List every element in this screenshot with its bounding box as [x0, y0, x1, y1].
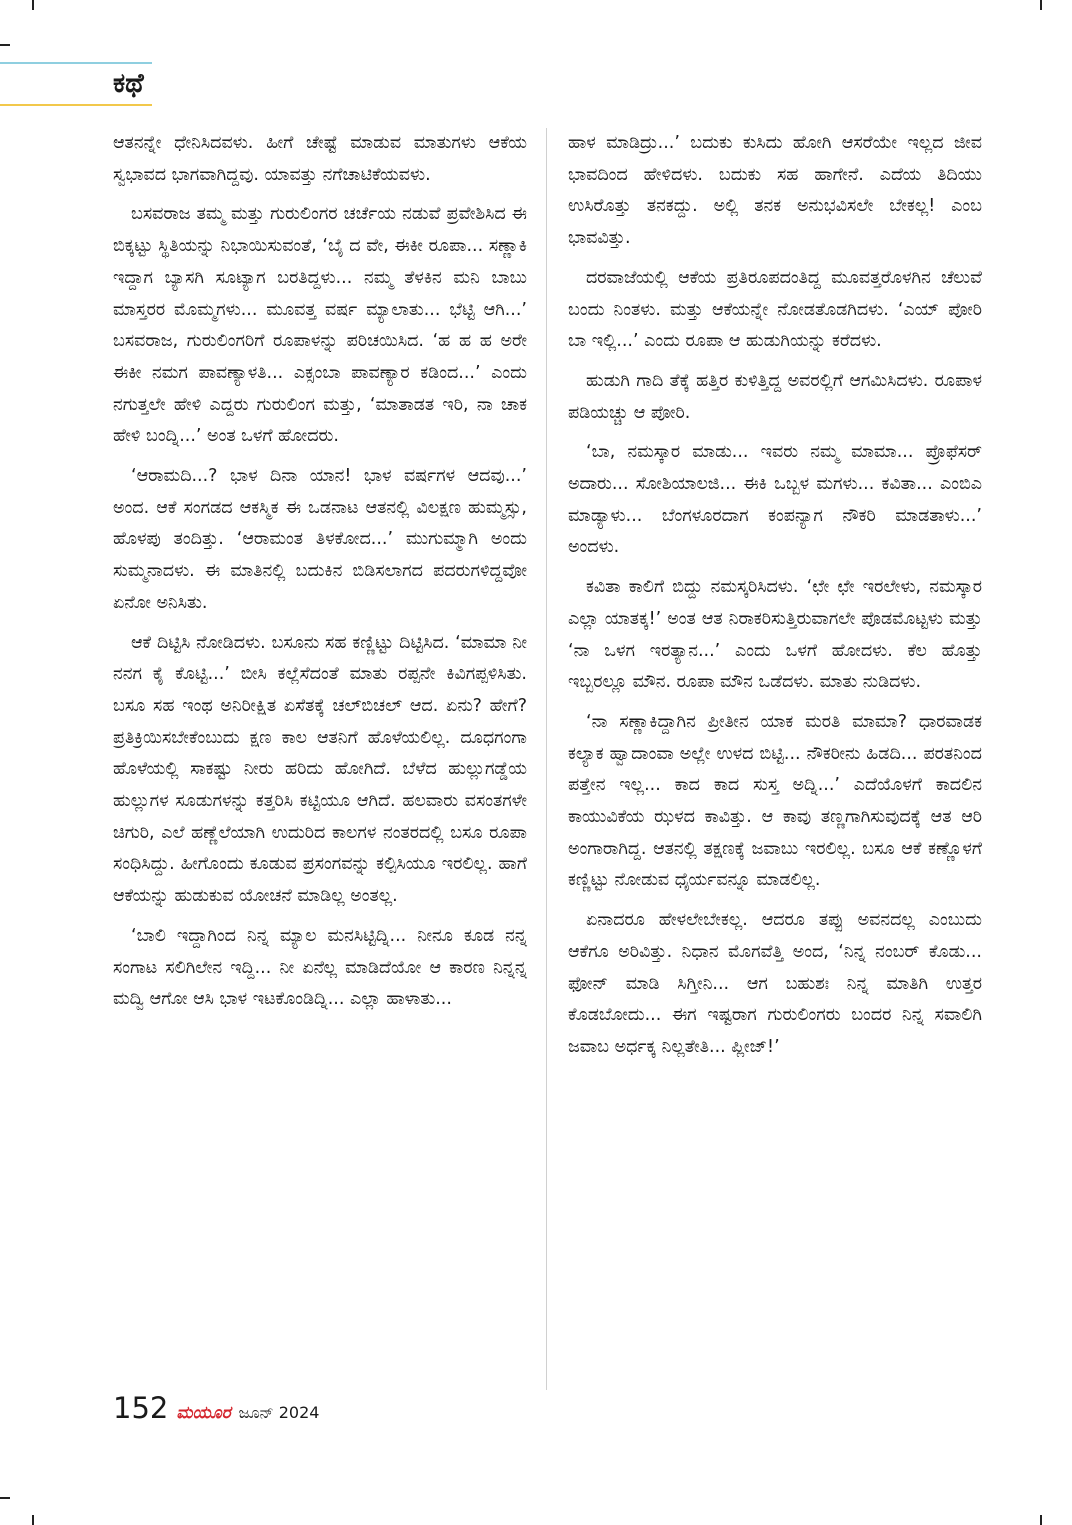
section-rule-bottom	[0, 104, 152, 106]
paragraph: ಬಸವರಾಜ ತಮ್ಮ ಮತ್ತು ಗುರುಲಿಂಗರ ಚರ್ಚೆಯ ನಡುವೆ ಪ್ರವೇಶಿಸಿದ ಈ ಬಿಕ್ಕಟ್ಟು ಸ್ಥಿತಿಯನ್ನು ನಿಭಾಯಿಸುವಂತೆ, ‘ಬೈ ದ ವೇ, ಈಕೀ ರೂಪಾ... ಸಣ್ಣಾಕಿ ಇದ್ದಾಗ ಬ್ಯಾಸಗಿ ಸೂಟ್ಯಾಗ ಬರತಿದ್ದಳು... ನಮ್ಮ ತೆಳಕಿನ ಮನಿ ಬಾಬು ಮಾಸ್ತರರ ಮೊಮ್ಮಗಳು... ಮೂವತ್ತ ವರ್ಷ ಮ್ಯಾಲಾತು... ಭೆಟ್ಟಿ ಆಗಿ...’ ಬಸವರಾಜ, ಗುರುಲಿಂಗರಿಗೆ ರೂಪಾಳನ್ನು ಪರಿಚಯಿಸಿದ. ‘ಹ ಹ ಹ ಅರೇ ಈಕೀ ನಮಗ ಪಾವಣ್ಯಾಳತಿ... ಎಕ್ಸಂಬಾ ಪಾವಣ್ಯಾರ ಕಡಿಂದ...’ ಎಂದು ನಗುತ್ತಲೇ ಹೇಳಿ ಎದ್ದರು ಗುರುಲಿಂಗ ಮತ್ತು, ‘ಮಾತಾಡತ ಇರಿ, ನಾ ಚಾಕ ಹೇಳಿ ಬಂದ್ನಿ...’ ಅಂತ ಒಳಗೆ ಹೋದರು.	[113, 204, 527, 447]
paragraph: ‘ಬಾಲಿ ಇದ್ದಾಗಿಂದ ನಿನ್ನ ಮ್ಯಾಲ ಮನಸಿಟ್ಟಿದ್ನಿ... ನೀನೂ ಕೂಡ ನನ್ನ ಸಂಗಾಟ ಸಲಿಗಿಲೇನ ಇದ್ದಿ... ನೀ ಏನೆಲ್ಲ ಮಾಡಿದೆಯೋ ಆ ಕಾರಣ ನಿನ್ನನ್ನ ಮದ್ವಿ ಆಗೋ ಆಸಿ ಭಾಳ ಇಟಕೊಂಡಿದ್ನಿ... ಎಲ್ಲಾ ಹಾಳಾತು...	[113, 925, 527, 1010]
crop-mark	[32, 1515, 34, 1525]
paragraph: ಏನಾದರೂ ಹೇಳಲೇಬೇಕಲ್ಲ. ಆದರೂ ತಪ್ಪು ಅವನದಲ್ಲ ಎಂಬುದು ಆಕೆಗೂ ಅರಿವಿತ್ತು. ನಿಧಾನ ಮೊಗವೆತ್ತಿ ಅಂದ, ‘ನಿನ್ನ ನಂಬರ್ ಕೊಡು... ಫೋನ್ ಮಾಡಿ ಸಿಗ್ತೀನಿ... ಆಗ ಬಹುಶಃ ನಿನ್ನ ಮಾತಿಗಿ ಉತ್ತರ ಕೊಡಬೋದು... ಈಗ ಇಷ್ಟರಾಗ ಗುರುಲಿಂಗರು ಬಂದರ ನಿನ್ನ ಸವಾಲಿಗಿ ಜವಾಬ ಅರ್ಧಕ್ಕ ನಿಲ್ಲತೇತಿ... ಪ್ಲೀಜ್!’	[568, 910, 982, 1057]
section-title: ಕಥೆ	[113, 68, 144, 99]
paragraph: ‘ಆರಾಮದಿ...? ಭಾಳ ದಿನಾ ಯಾನ! ಭಾಳ ವರ್ಷಗಳ ಆದವು...’ ಅಂದ. ಆಕೆ ಸಂಗಡದ ಆಕಸ್ಮಿಕ ಈ ಒಡನಾಟ ಆತನಲ್ಲಿ ವಿಲಕ್ಷಣ ಹುಮ್ಮಸ್ಸು, ಹೊಳಪು ತಂದಿತ್ತು. ‘ಆರಾಮಂತ ತಿಳಕೋದ...’ ಮುಗುಮ್ಮಾಗಿ ಅಂದು ಸುಮ್ಮನಾದಳು. ಈ ಮಾತಿನಲ್ಲಿ ಬದುಕಿನ ಬಿಡಿಸಲಾಗದ ಪದರುಗಳಿದ್ದವೋ ಏನೋ ಅನಿಸಿತು.	[113, 466, 527, 613]
magazine-logo: ಮಯೂರ	[176, 1403, 231, 1423]
crop-mark	[1040, 0, 1042, 10]
issue-date: ಜೂನ್ 2024	[238, 1403, 320, 1422]
paragraph: ‘ನಾ ಸಣ್ಣಾಕಿದ್ದಾಗಿನ ಪ್ರೀತೀನ ಯಾಕ ಮರತಿ ಮಾಮಾ? ಧಾರವಾಡಕ ಕಲ್ಯಾಕ ಹ್ವಾದಾಂವಾ ಅಲ್ಲೇ ಉಳದ ಬಿಟ್ಟಿ... ನೌಕರೀನು ಹಿಡದಿ... ಪರತನಿಂದ ಪತ್ತೇನ ಇಲ್ಲ... ಕಾದ ಕಾದ ಸುಸ್ತ ಅದ್ನಿ...’ ಎದೆಯೊಳಗೆ ಕಾದಲಿನ ಕಾಯುವಿಕೆಯ ಝಳದ ಕಾವಿತ್ತು. ಆ ಕಾವು ತಣ್ಣಗಾಗಿಸುವುದಕ್ಕೆ ಆತ ಆರಿ ಅಂಗಾರಾಗಿದ್ದ. ಆತನಲ್ಲಿ ತಕ್ಷಣಕ್ಕೆ ಜವಾಬು ಇರಲಿಲ್ಲ. ಬಸೂ ಆಕೆ ಕಣ್ಣೊಳಗೆ ಕಣ್ಣಿಟ್ಟು ನೋಡುವ ಧೈರ್ಯವನ್ನೂ ಮಾಡಲಿಲ್ಲ.	[568, 711, 982, 891]
paragraph: ಆಕೆ ದಿಟ್ಟಿಸಿ ನೋಡಿದಳು. ಬಸೂನು ಸಹ ಕಣ್ಣಿಟ್ಟು ದಿಟ್ಟಿಸಿದ. ‘ಮಾಮಾ ನೀ ನನಗ ಕೈ ಕೊಟ್ಟಿ...’ ಬೀಸಿ ಕಲ್ಲೆಸೆದಂತೆ ಮಾತು ರಪ್ಪನೇ ಕಿವಿಗಪ್ಪಳಿಸಿತು. ಬಸೂ ಸಹ ಇಂಥ ಅನಿರೀಕ್ಷಿತ ಏಸೆತಕ್ಕೆ ಚಲ್‌ಬಿಚಲ್ ಆದ. ಏನು? ಹೇಗೆ? ಪ್ರತಿಕ್ರಿಯಿಸಬೇಕೆಂಬುದು ಕ್ಷಣ ಕಾಲ ಆತನಿಗೆ ಹೊಳೆಯಲಿಲ್ಲ. ದೂಧಗಂಗಾ ಹೊಳೆಯಲ್ಲಿ ಸಾಕಷ್ಟು ನೀರು ಹರಿದು ಹೋಗಿದೆ. ಬೆಳೆದ ಹುಲ್ಲುಗಡ್ಡೆಯ ಹುಲ್ಲುಗಳ ಸೂಡುಗಳನ್ನು ಕತ್ತರಿಸಿ ಕಟ್ಟಿಯೂ ಆಗಿದೆ. ಹಲವಾರು ವಸಂತಗಳೇ ಚಿಗುರಿ, ಎಲೆ ಹಣ್ಣೆಲೆಯಾಗಿ ಉದುರಿದ ಕಾಲಗಳ ನಂತರದಲ್ಲಿ ಬಸೂ ರೂಪಾ ಸಂಧಿಸಿದ್ದು. ಹೀಗೊಂದು ಕೂಡುವ ಪ್ರಸಂಗವನ್ನು ಕಲ್ಪಿಸಿಯೂ ಇರಲಿಲ್ಲ. ಹಾಗೆ ಆಕೆಯನ್ನು ಹುಡುಕುವ ಯೋಚನೆ ಮಾಡಿಲ್ಲ ಅಂತಲ್ಲ.	[113, 632, 527, 907]
paragraph: ‘ಬಾ, ನಮಸ್ಕಾರ ಮಾಡು... ಇವರು ನಮ್ಮ ಮಾಮಾ... ಪ್ರೊಫೆಸರ್ ಅದಾರು... ಸೋಶಿಯಾಲಜಿ... ಈಕಿ ಒಬ್ಬಳ ಮಗಳು... ಕವಿತಾ... ಎಂಬಿಎ ಮಾಡ್ಯಾಳು... ಬೆಂಗಳೂರದಾಗ ಕಂಪನ್ಯಾಗ ನೌಕರಿ ಮಾಡತಾಳು...’ ಅಂದಳು.	[568, 442, 982, 558]
paragraph: ಆತನನ್ನೇ ಧೇನಿಸಿದವಳು. ಹೀಗೆ ಚೇಷ್ಟೆ ಮಾಡುವ ಮಾತುಗಳು ಆಕೆಯ ಸ್ವಭಾವದ ಭಾಗವಾಗಿದ್ದವು. ಯಾವತ್ತು ನಗೆಚಾಟಿಕೆಯವಳು.	[113, 133, 527, 185]
paragraph: ಹಾಳ ಮಾಡಿದ್ರು...’ ಬದುಕು ಕುಸಿದು ಹೋಗಿ ಆಸರೆಯೇ ಇಲ್ಲದ ಜೀವ ಭಾವದಿಂದ ಹೇಳಿದಳು. ಬದುಕು ಸಹ ಹಾಗೇನೆ. ಎದೆಯ ತಿದಿಯು ಉಸಿರೊತ್ತು ತನಕದ್ದು. ಅಲ್ಲಿ ತನಕ ಅನುಭವಿಸಲೇ ಬೇಕಲ್ಲ! ಎಂಬ ಭಾವವಿತ್ತು.	[568, 133, 982, 249]
crop-mark	[1040, 1515, 1042, 1525]
page-footer	[113, 1388, 319, 1428]
column-divider	[546, 128, 547, 1390]
crop-mark	[0, 1497, 10, 1499]
paragraph: ಹುಡುಗಿ ಗಾದಿ ತೆಕ್ಕೆ ಹತ್ತಿರ ಕುಳಿತ್ತಿದ್ದ ಅವರಲ್ಲಿಗೆ ಆಗಮಿಸಿದಳು. ರೂಪಾಳ ಪಡಿಯಚ್ಚು ಆ ಪೋರಿ.	[568, 370, 982, 423]
crop-mark	[0, 44, 10, 46]
paragraph: ದರವಾಜೆಯಲ್ಲಿ ಆಕೆಯ ಪ್ರತಿರೂಪದಂತಿದ್ದ ಮೂವತ್ತರೊಳಗಿನ ಚೆಲುವೆ ಬಂದು ನಿಂತಳು. ಮತ್ತು ಆಕೆಯನ್ನೇ ನೋಡತೊಡಗಿದಳು. ‘ಎಯ್ ಪೋರಿ ಬಾ ಇಲ್ಲಿ...’ ಎಂದು ರೂಪಾ ಆ ಹುಡುಗಿಯನ್ನು ಕರೆದಳು.	[568, 267, 982, 352]
crop-mark	[32, 0, 34, 10]
right-column	[568, 128, 982, 1072]
left-column	[113, 128, 527, 1024]
page-number: 152	[113, 1391, 169, 1425]
paragraph: ಕವಿತಾ ಕಾಲಿಗೆ ಬಿದ್ದು ನಮಸ್ಕರಿಸಿದಳು. ‘ಛೇ ಛೇ ಇರಲೇಳು, ನಮಸ್ಕಾರ ಎಲ್ಲಾ ಯಾತಕ್ಕ!’ ಅಂತ ಆತ ನಿರಾಕರಿಸುತ್ತಿರುವಾಗಲೇ ಪೊಡಮೊಟ್ಟಳು ಮತ್ತು ‘ನಾ ಒಳಗ ಇರತ್ಯಾನ...’ ಎಂದು ಒಳಗೆ ಹೋದಳು. ಕೆಲ ಹೊತ್ತು ಇಬ್ಬರಲ್ಲೂ ಮೌನ. ರೂಪಾ ಮೌನ ಒಡೆದಳು. ಮಾತು ನುಡಿದಳು.	[568, 577, 982, 693]
